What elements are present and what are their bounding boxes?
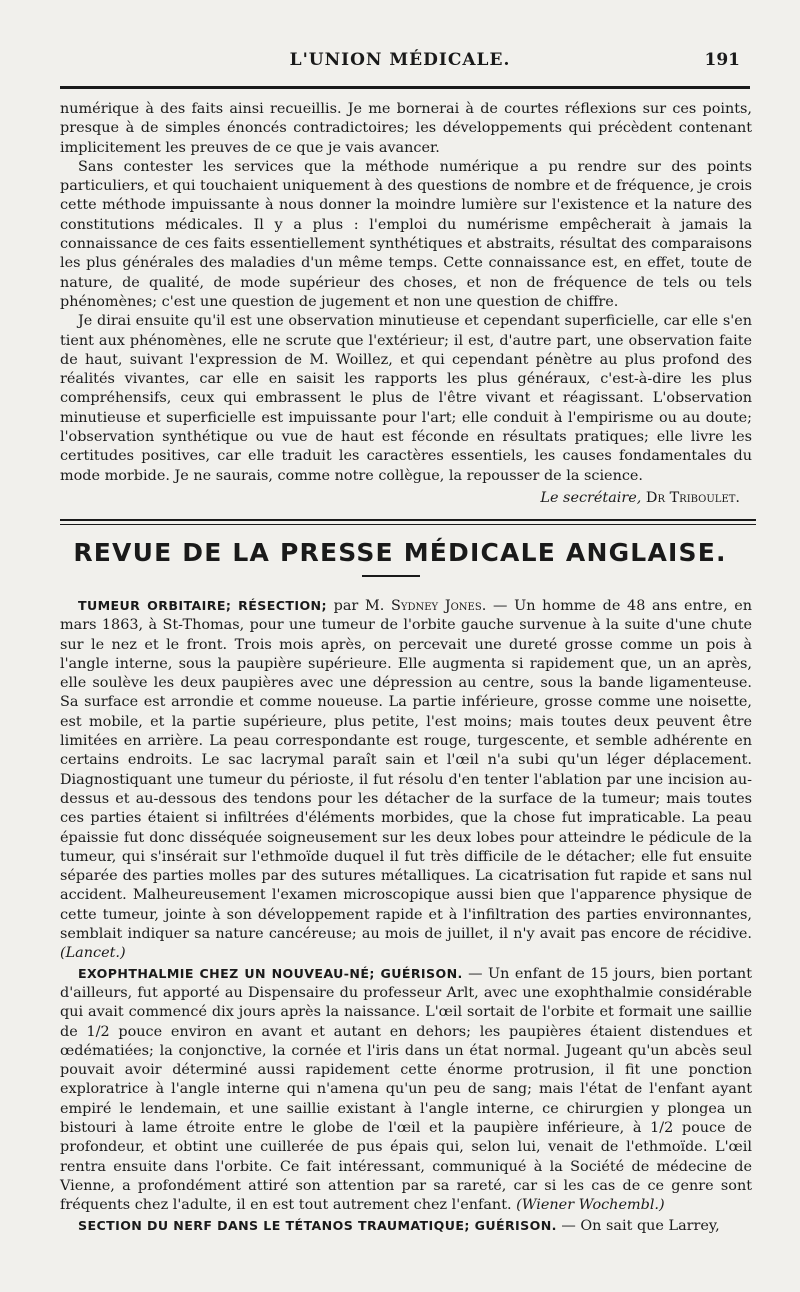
article-paragraph [60,1216,752,1236]
article-paragraph [60,596,752,964]
title-underline [362,575,420,577]
article-rubric: EXOPHTHALMIE CHEZ UN NOUVEAU-NÉ; GUÉRISON. [78,965,463,981]
section-rule [60,524,756,525]
article-author: Sydney Jones. [391,598,487,614]
article-by: par M. [326,598,392,614]
signature-role: Le secrétaire, [540,490,646,506]
letter-body [60,100,752,486]
signature-name: Dr Triboulet. [645,490,740,506]
letter-paragraph: Sans contester les services que la méthode numérique a pu rendre sur des points particuliers, et qui touchaient uniquement à des questions de nombre et de fréquence, je crois cette méthode impuissante à nous donner la moindre lumière sur l'existence et la nature des constitutions médicales. Il y a plus : l'emploi du numérisme empêcherait à jamais la connaissance de ces faits essentiellement synthétiques et abstraits, résultat des comparaisons les plus générales des maladies d'un même temps. Cette connaissance est, en effet, toute de nature, de qualité, de mode supérieur des choses, et non de fréquence de tels ou tels phénomènes; c'est une question de jugement et non une question de chiffre. [60,158,752,310]
article-paragraph [60,964,752,1216]
article-source: (Wiener Wochembl.) [516,1197,665,1214]
running-head [60,50,740,78]
letter-paragraph: numérique à des faits ainsi recueillis. Je me bornerai à de courtes réflexions sur ces points, presque à de simples énoncés contradictoires; les développements qui précèdent contenant implicitement les preuves de ce que je vais avancer. [60,101,752,156]
section-title: REVUE DE LA PRESSE MÉDICALE ANGLAISE. [73,538,727,567]
section-rule [60,519,756,521]
article-source: (Lancet.) [60,945,126,962]
header-rule [60,86,750,89]
article-rubric: SECTION DU NERF DANS LE TÉTANOS TRAUMATIQUE; GUÉRISON. [78,1217,557,1233]
articles-body [60,596,752,1236]
signature [540,490,740,506]
article-text: — Un homme de 48 ans entre, en mars 1863, à St-Thomas, pour une tumeur de l'orbite gauche survenue à la suite d'une chute sur le nez et le front. Trois mois après, on percevait une dureté grosse comme un pois à l'angle interne, sous la paupière supérieure. Elle augmenta si rapidement que, un an après, elle soulève les deux paupières avec une dépression au centre, sous la bande ligamenteuse. Sa surface est arrondie et comme noueuse. La partie inférieure, grosse comme une noisette, est mobile, et la partie supérieure, plus petite, l'est moins; mais toutes deux peuvent être limitées en arrière. La peau correspondante est rouge, turgescente, et semble adhérente en certains endroits. Le sac lacrymal paraît sain et l'œil n'a subi qu'un léger déplacement. Diagnostiquant une tumeur du périoste, il fut résolu d'en tenter l'ablation par une incision au-dessus et au-dessous des tendons pour les détacher de la surface de la tumeur; mais toutes ces parties étaient si infiltrées d'éléments morbides, que la chose fut impraticable. La peau épaissie fut donc disséquée soigneusement sur les deux lobes pour atteindre le pédicule de la tumeur, qui s'insérait sur l'ethmoïde duquel il fut très difficile de le détacher; elle fut ensuite séparée des parties molles par des sutures métalliques. La cicatrisation fut rapide et sans nul accident. Malheureusement l'examen microscopique aussi bien que l'apparence physique de cette tumeur, jointe à son développement rapide et à l'infiltration des parties environnantes, semblait indiquer sa nature cancéreuse; au mois de juillet, il n'y avait pas encore de récidive. [60,598,752,943]
page-number: 191 [704,50,740,70]
letter-paragraph: Je dirai ensuite qu'il est une observation minutieuse et cependant superficielle, car elle s'en tient aux phénomènes, elle ne scrute que l'extérieur; il est, d'autre part, une observation faite de haut, suivant l'expression de M. Woillez, et qui cependant pénètre au plus profond des réalités vivantes, car elle en saisit les rapports les plus généraux, c'est-à-dire les plus compréhensifs, ceux qui embrassent le plus de l'être vivant et réagissant. L'observation minutieuse et superficielle est impuissante pour l'art; elle conduit à l'empirisme ou au doute; l'observation synthétique ou vue de haut est féconde en résultats pratiques; elle livre les certitudes positives, car elle traduit les caractères essentiels, les causes fondamentales du mode morbide. Je ne saurais, comme notre collègue, la repousser de la science. [60,313,752,484]
article-text: — Un enfant de 15 jours, bien portant d'ailleurs, fut apporté au Dispensaire du professeur Arlt, avec une exophthalmie considérable qui avait commencé dix jours après la naissance. L'œil sortait de l'orbite et formait une saillie de 1/2 pouce environ en avant et autant en dehors; les paupières étaient distendues et œdématiées; la conjonctive, la cornée et l'iris dans un état normal. Jugeant qu'un abcès seul pouvait avoir déterminé aussi rapidement cette énorme protrusion, il fit une ponction exploratrice à l'angle interne qui n'amena qu'un peu de sang; mais l'état de l'enfant ayant empiré le lendemain, et une saillie existant à l'angle interne, ce chirurgien y plongea un bistouri à lame étroite entre le globe de l'œil et la paupière inférieure, à 1/2 pouce de profondeur, et obtint une cuillerée de pus épais qui, selon lui, venait de l'ethmoïde. L'œil rentra ensuite dans l'orbite. Ce fait intéressant, communiqué à la Société de médecine de Vienne, a profondément attiré son attention par sa rareté, car si les cas de ce genre sont fréquents chez l'adulte, il en est tout autrement chez l'enfant. [60,965,752,1214]
running-title: L'UNION MÉDICALE. [289,50,511,70]
article-text: — On sait que Larrey, [556,1217,720,1234]
article-rubric: TUMEUR ORBITAIRE; RÉSECTION; [78,598,327,613]
